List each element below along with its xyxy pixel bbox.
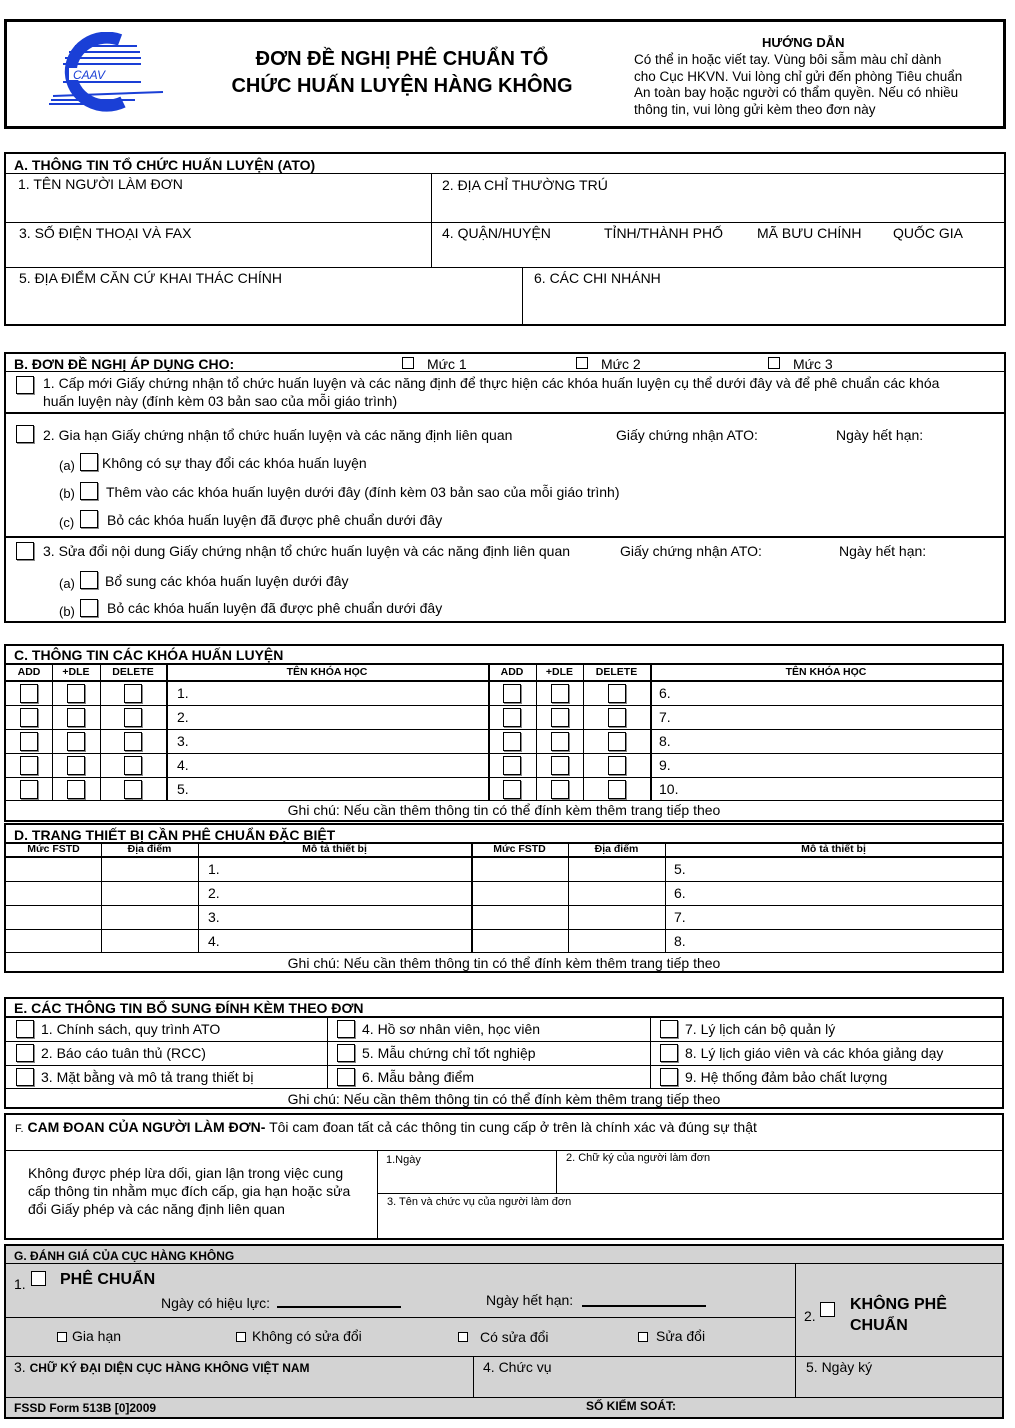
- course-name-field[interactable]: 7.: [659, 709, 671, 725]
- option-with-change-checkbox[interactable]: [458, 1332, 468, 1342]
- renewal-no-change-label: Không có sự thay đổi các khóa huấn luyện: [102, 455, 367, 471]
- attachment-checkbox[interactable]: [660, 1020, 678, 1038]
- course-add-checkbox[interactable]: [20, 684, 38, 703]
- section-d-note: Ghi chú: Nếu cần thêm thông tin có thể đính kèm thêm trang tiếp theo: [287, 955, 721, 971]
- option-amend-label: Sửa đổi: [656, 1328, 706, 1344]
- option-no-change-label: Không có sửa đổi: [252, 1328, 362, 1344]
- column-divider: [52, 663, 53, 800]
- equipment-description-field[interactable]: 2.: [208, 885, 220, 901]
- column-divider: [100, 663, 101, 800]
- row-divider: [6, 1065, 1002, 1066]
- equipment-description-field[interactable]: 4.: [208, 933, 220, 949]
- applicant-name-field[interactable]: 1. TÊN NGƯỜI LÀM ĐƠN: [18, 176, 183, 192]
- section-b-title: B. ĐƠN ĐỀ NGHỊ ÁP DỤNG CHO:: [14, 356, 235, 372]
- expiry-date-line[interactable]: [582, 1305, 706, 1307]
- sub-tag: (a): [59, 576, 75, 591]
- amendment-checkbox[interactable]: [16, 542, 34, 560]
- option-amend-checkbox[interactable]: [638, 1332, 648, 1342]
- position-field[interactable]: 4. Chức vụ: [483, 1359, 552, 1375]
- amendment-remove-courses-checkbox[interactable]: [80, 599, 98, 617]
- column-divider: [488, 663, 490, 800]
- column-header: Mô tả thiết bị: [302, 843, 367, 855]
- course-name-field[interactable]: 6.: [659, 685, 671, 701]
- column-header: TÊN KHÓA HỌC: [286, 666, 368, 678]
- column-header: +DLE: [545, 666, 574, 678]
- guide-text: Có thể in hoặc viết tay. Vùng bôi sẫm màu chỉ dành cho Cục HKVN. Vui lòng chỉ gửi đến phòng Tiêu chuẩn An toàn bay hoặc người có thẩm quyền. Nếu có nhiều thông tin, vui lòng gửi kèm theo đơn này: [634, 52, 963, 117]
- new-certificate-label: 1. Cấp mới Giấy chứng nhận tổ chức huấn luyện và các năng định để thực hiện các khóa huấn luyện cụ thể dưới đây và để phê chuẩn các khóa huấn luyện này (đính kèm 03 bản sao của mỗi giáo trình): [43, 375, 940, 409]
- section-d-title: D. TRANG THIẾT BỊ CẦN PHÊ CHUẨN ĐẶC BIỆT: [14, 827, 336, 843]
- column-header: DELETE: [112, 666, 154, 678]
- attachment-checkbox[interactable]: [660, 1068, 678, 1086]
- postal-code-field[interactable]: MÃ BƯU CHÍNH: [757, 225, 862, 241]
- equipment-description-field[interactable]: 1.: [208, 861, 220, 877]
- form-id: FSSD Form 513B [0]2009: [14, 1401, 157, 1415]
- amendment-add-courses-label: Bổ sung các khóa huấn luyện dưới đây: [105, 573, 349, 589]
- course-add-checkbox[interactable]: [20, 780, 38, 799]
- course-name-field[interactable]: 10.: [659, 781, 679, 797]
- column-header: TÊN KHÓA HỌC: [785, 666, 867, 678]
- attachment-checkbox[interactable]: [337, 1068, 355, 1086]
- course-add-checkbox[interactable]: [503, 780, 521, 799]
- column-divider: [198, 842, 199, 952]
- amendment-add-courses-checkbox[interactable]: [80, 571, 98, 589]
- section-g-title: G. ĐÁNH GIÁ CỦA CỤC HÀNG KHÔNG: [14, 1249, 235, 1263]
- course-add-checkbox[interactable]: [20, 732, 38, 751]
- course-name-field[interactable]: 1.: [177, 685, 189, 701]
- renewal-ato-cert-label: Giấy chứng nhận ATO:: [616, 427, 758, 443]
- attachment-label: 8. Lý lịch giáo viên và các khóa giảng dạy: [685, 1045, 944, 1061]
- section-e-title: E. CÁC THÔNG TIN BỔ SUNG ĐÍNH KÈM THEO ĐƠN: [14, 1000, 364, 1016]
- section-c: [4, 644, 1004, 822]
- column-divider: [650, 1016, 651, 1088]
- sub-tag: (b): [59, 486, 75, 501]
- authority-signature-field[interactable]: 3. CHỮ KÝ ĐẠI DIỆN CỤC HÀNG KHÔNG VIỆT NAM: [14, 1359, 310, 1375]
- new-certificate-checkbox[interactable]: [16, 376, 34, 394]
- course-name-field[interactable]: 4.: [177, 757, 189, 773]
- declaration: F. CAM ĐOAN CỦA NGƯỜI LÀM ĐƠN- Tôi cam đoan tất cả các thông tin cung cấp ở trên là chính xác và đúng sự thật: [15, 1119, 757, 1135]
- approve-number: 1.: [14, 1276, 26, 1292]
- column-divider: [536, 663, 537, 800]
- equipment-description-field[interactable]: 3.: [208, 909, 220, 925]
- row-divider: [6, 929, 1002, 930]
- reject-label: KHÔNG PHÊ CHUẨN: [850, 1296, 947, 1334]
- attachment-checkbox[interactable]: [660, 1044, 678, 1062]
- level-1-label: Mức 1: [427, 356, 467, 372]
- column-header: Địa điểm: [127, 843, 172, 855]
- column-divider: [166, 663, 168, 800]
- course-add-checkbox[interactable]: [503, 756, 521, 775]
- course-name-field[interactable]: 2.: [177, 709, 189, 725]
- level-2-checkbox[interactable]: [576, 357, 588, 369]
- effective-date-line[interactable]: [277, 1306, 401, 1308]
- course-dle-checkbox[interactable]: [67, 780, 85, 799]
- course-delete-checkbox[interactable]: [608, 780, 626, 799]
- province-field[interactable]: TỈNH/THÀNH PHỐ: [604, 225, 723, 241]
- attachment-label: 1. Chính sách, quy trình ATO: [41, 1021, 221, 1037]
- course-name-field[interactable]: 5.: [177, 781, 189, 797]
- row-divider: [6, 705, 1002, 706]
- fraud-warning: Không được phép lừa dối, gian lận trong việc cung cấp thông tin nhằm mục đích cấp, gia hạn hoặc sửa đổi Giấy phép và các năng định liên quan: [28, 1165, 351, 1217]
- main-base-field[interactable]: 5. ĐỊA ĐIỂM CĂN CỨ KHAI THÁC CHÍNH: [19, 270, 282, 286]
- date-field[interactable]: 1.Ngày: [386, 1154, 421, 1166]
- branches-field[interactable]: 6. CÁC CHI NHÁNH: [534, 270, 661, 286]
- equipment-description-field[interactable]: 8.: [674, 933, 686, 949]
- signature-field[interactable]: 2. Chữ ký của người làm đơn: [566, 1152, 711, 1164]
- course-add-checkbox[interactable]: [20, 708, 38, 727]
- equipment-description-field[interactable]: 7.: [674, 909, 686, 925]
- course-delete-checkbox[interactable]: [608, 684, 626, 703]
- attachment-checkbox[interactable]: [16, 1068, 34, 1086]
- reject-checkbox[interactable]: [820, 1302, 835, 1317]
- course-delete-checkbox[interactable]: [124, 684, 142, 703]
- course-delete-checkbox[interactable]: [124, 756, 142, 775]
- course-add-checkbox[interactable]: [503, 684, 521, 703]
- section-c-title: C. THÔNG TIN CÁC KHÓA HUẤN LUYỆN: [14, 647, 284, 663]
- row-divider: [6, 1041, 1002, 1042]
- column-divider: [650, 663, 652, 800]
- expiry-date-label: Ngày hết hạn:: [486, 1292, 574, 1308]
- course-dle-checkbox[interactable]: [67, 756, 85, 775]
- option-renewal-checkbox[interactable]: [57, 1332, 67, 1342]
- attachment-label: 3. Mặt bằng và mô tả trang thiết bị: [41, 1069, 254, 1085]
- approve-label: PHÊ CHUẨN: [60, 1271, 156, 1288]
- level-3-checkbox[interactable]: [768, 357, 780, 369]
- sub-tag: (b): [59, 604, 75, 619]
- course-dle-checkbox[interactable]: [551, 684, 569, 703]
- sub-tag: (a): [59, 458, 75, 473]
- svg-text:CAAV: CAAV: [73, 68, 106, 82]
- equipment-description-field[interactable]: 5.: [674, 861, 686, 877]
- amendment-expiry-label: Ngày hết hạn:: [839, 543, 927, 559]
- approve-checkbox[interactable]: [31, 1271, 46, 1286]
- attachment-label: 5. Mẫu chứng chỉ tốt nghiệp: [362, 1045, 536, 1061]
- course-add-checkbox[interactable]: [503, 708, 521, 727]
- attachment-label: 4. Hồ sơ nhân viên, học viên: [362, 1021, 541, 1037]
- row-divider: [6, 753, 1002, 754]
- column-header: Mức FSTD: [27, 843, 80, 855]
- section-b: [4, 352, 1006, 623]
- attachment-label: 6. Mẫu bảng điểm: [362, 1069, 475, 1085]
- column-divider: [471, 842, 473, 952]
- caav-logo: [45, 32, 165, 112]
- course-name-field[interactable]: 8.: [659, 733, 671, 749]
- effective-date-label: Ngày có hiệu lực:: [161, 1295, 270, 1311]
- attachment-label: 2. Báo cáo tuân thủ (RCC): [41, 1045, 206, 1061]
- column-header: Địa điểm: [594, 843, 639, 855]
- section-a: [4, 152, 1006, 326]
- row-divider: [6, 881, 1002, 882]
- course-name-field[interactable]: 9.: [659, 757, 671, 773]
- sub-tag: (c): [59, 515, 75, 530]
- guide-title: HƯỚNG DẪN: [762, 35, 845, 50]
- column-header: Mức FSTD: [493, 843, 546, 855]
- attachment-label: 7. Lý lịch cán bộ quản lý: [685, 1021, 836, 1037]
- course-delete-checkbox[interactable]: [124, 708, 142, 727]
- course-delete-checkbox[interactable]: [124, 780, 142, 799]
- course-dle-checkbox[interactable]: [551, 756, 569, 775]
- address-field[interactable]: 2. ĐỊA CHỈ THƯỜNG TRÚ: [442, 177, 608, 193]
- country-field[interactable]: QUỐC GIA: [893, 225, 964, 241]
- section-c-note: Ghi chú: Nếu cần thêm thông tin có thể đính kèm thêm trang tiếp theo: [287, 802, 721, 818]
- course-dle-checkbox[interactable]: [551, 780, 569, 799]
- column-divider: [665, 842, 666, 952]
- column-header: DELETE: [595, 666, 638, 678]
- attachment-checkbox[interactable]: [337, 1020, 355, 1038]
- level-3-label: Mức 3: [793, 356, 833, 372]
- course-dle-checkbox[interactable]: [551, 708, 569, 727]
- column-header: +DLE: [62, 666, 90, 678]
- renewal-add-courses-label: Thêm vào các khóa huấn luyện dưới đây (đính kèm 03 bản sao của mỗi giáo trình): [106, 484, 620, 500]
- section-e: [4, 997, 1004, 1109]
- column-header: ADD: [17, 666, 41, 678]
- reject-number: 2.: [804, 1308, 816, 1324]
- row-divider: [6, 729, 1002, 730]
- attachment-checkbox[interactable]: [16, 1044, 34, 1062]
- course-delete-checkbox[interactable]: [124, 732, 142, 751]
- sign-date-field[interactable]: 5. Ngày ký: [806, 1359, 873, 1375]
- renewal-remove-courses-checkbox[interactable]: [80, 510, 98, 528]
- course-name-field[interactable]: 3.: [177, 733, 189, 749]
- form-header: [4, 19, 1006, 129]
- course-delete-checkbox[interactable]: [608, 732, 626, 751]
- option-with-change-label: Có sửa đổi: [480, 1329, 549, 1345]
- column-divider: [568, 842, 569, 952]
- course-add-checkbox[interactable]: [503, 732, 521, 751]
- course-dle-checkbox[interactable]: [67, 732, 85, 751]
- section-g: [4, 1244, 1004, 1419]
- row-divider: [6, 777, 1002, 778]
- course-delete-checkbox[interactable]: [608, 708, 626, 727]
- name-title-field[interactable]: 3. Tên và chức vụ của người làm đơn: [387, 1196, 572, 1208]
- level-1-checkbox[interactable]: [402, 357, 414, 369]
- phone-fax-field[interactable]: 3. SỐ ĐIỆN THOẠI VÀ FAX: [19, 225, 192, 241]
- section-e-note: Ghi chú: Nếu cần thêm thông tin có thể đính kèm thêm trang tiếp theo: [287, 1091, 721, 1107]
- renewal-remove-courses-label: Bỏ các khóa huấn luyện đã được phê chuẩn dưới đây: [107, 512, 443, 528]
- level-2-label: Mức 2: [601, 356, 641, 372]
- amendment-remove-courses-label: Bỏ các khóa huấn luyện đã được phê chuẩn dưới đây: [107, 600, 443, 616]
- option-renewal-label: Gia hạn: [72, 1328, 122, 1344]
- renewal-add-courses-checkbox[interactable]: [80, 482, 98, 500]
- section-a-title: A. THÔNG TIN TỔ CHỨC HUẤN LUYỆN (ATO): [14, 157, 316, 173]
- column-header: Mô tả thiết bị: [801, 843, 866, 855]
- course-dle-checkbox[interactable]: [551, 732, 569, 751]
- renewal-label: 2. Gia hạn Giấy chứng nhận tổ chức huấn luyện và các năng định liên quan: [43, 427, 513, 443]
- attachment-label: 9. Hệ thống đảm bảo chất lượng: [685, 1069, 888, 1085]
- course-delete-checkbox[interactable]: [608, 756, 626, 775]
- renewal-expiry-label: Ngày hết hạn:: [836, 427, 924, 443]
- attachment-checkbox[interactable]: [337, 1044, 355, 1062]
- option-no-change-checkbox[interactable]: [236, 1332, 246, 1342]
- course-dle-checkbox[interactable]: [67, 684, 85, 703]
- form-title: ĐƠN ĐỀ NGHỊ PHÊ CHUẨN TỔ CHỨC HUẤN LUYỆN HÀNG KHÔNG: [231, 48, 573, 97]
- amendment-label: 3. Sửa đổi nội dung Giấy chứng nhận tổ chức huấn luyện và các năng định liên quan: [43, 543, 571, 559]
- district-field[interactable]: 4. QUẬN/HUYỆN: [442, 225, 551, 241]
- course-dle-checkbox[interactable]: [67, 708, 85, 727]
- row-divider: [6, 905, 1002, 906]
- amendment-ato-cert-label: Giấy chứng nhận ATO:: [620, 543, 762, 559]
- column-divider: [583, 663, 584, 800]
- renewal-checkbox[interactable]: [16, 425, 34, 443]
- section-d: [4, 823, 1004, 973]
- column-header: ADD: [500, 666, 524, 678]
- attachment-checkbox[interactable]: [16, 1020, 34, 1038]
- equipment-description-field[interactable]: 6.: [674, 885, 686, 901]
- column-divider: [327, 1016, 328, 1088]
- control-number-label: SỐ KIỂM SOÁT:: [586, 1399, 677, 1413]
- column-divider: [101, 842, 102, 952]
- section-f: [4, 1113, 1004, 1240]
- renewal-no-change-checkbox[interactable]: [80, 453, 98, 471]
- course-add-checkbox[interactable]: [20, 756, 38, 775]
